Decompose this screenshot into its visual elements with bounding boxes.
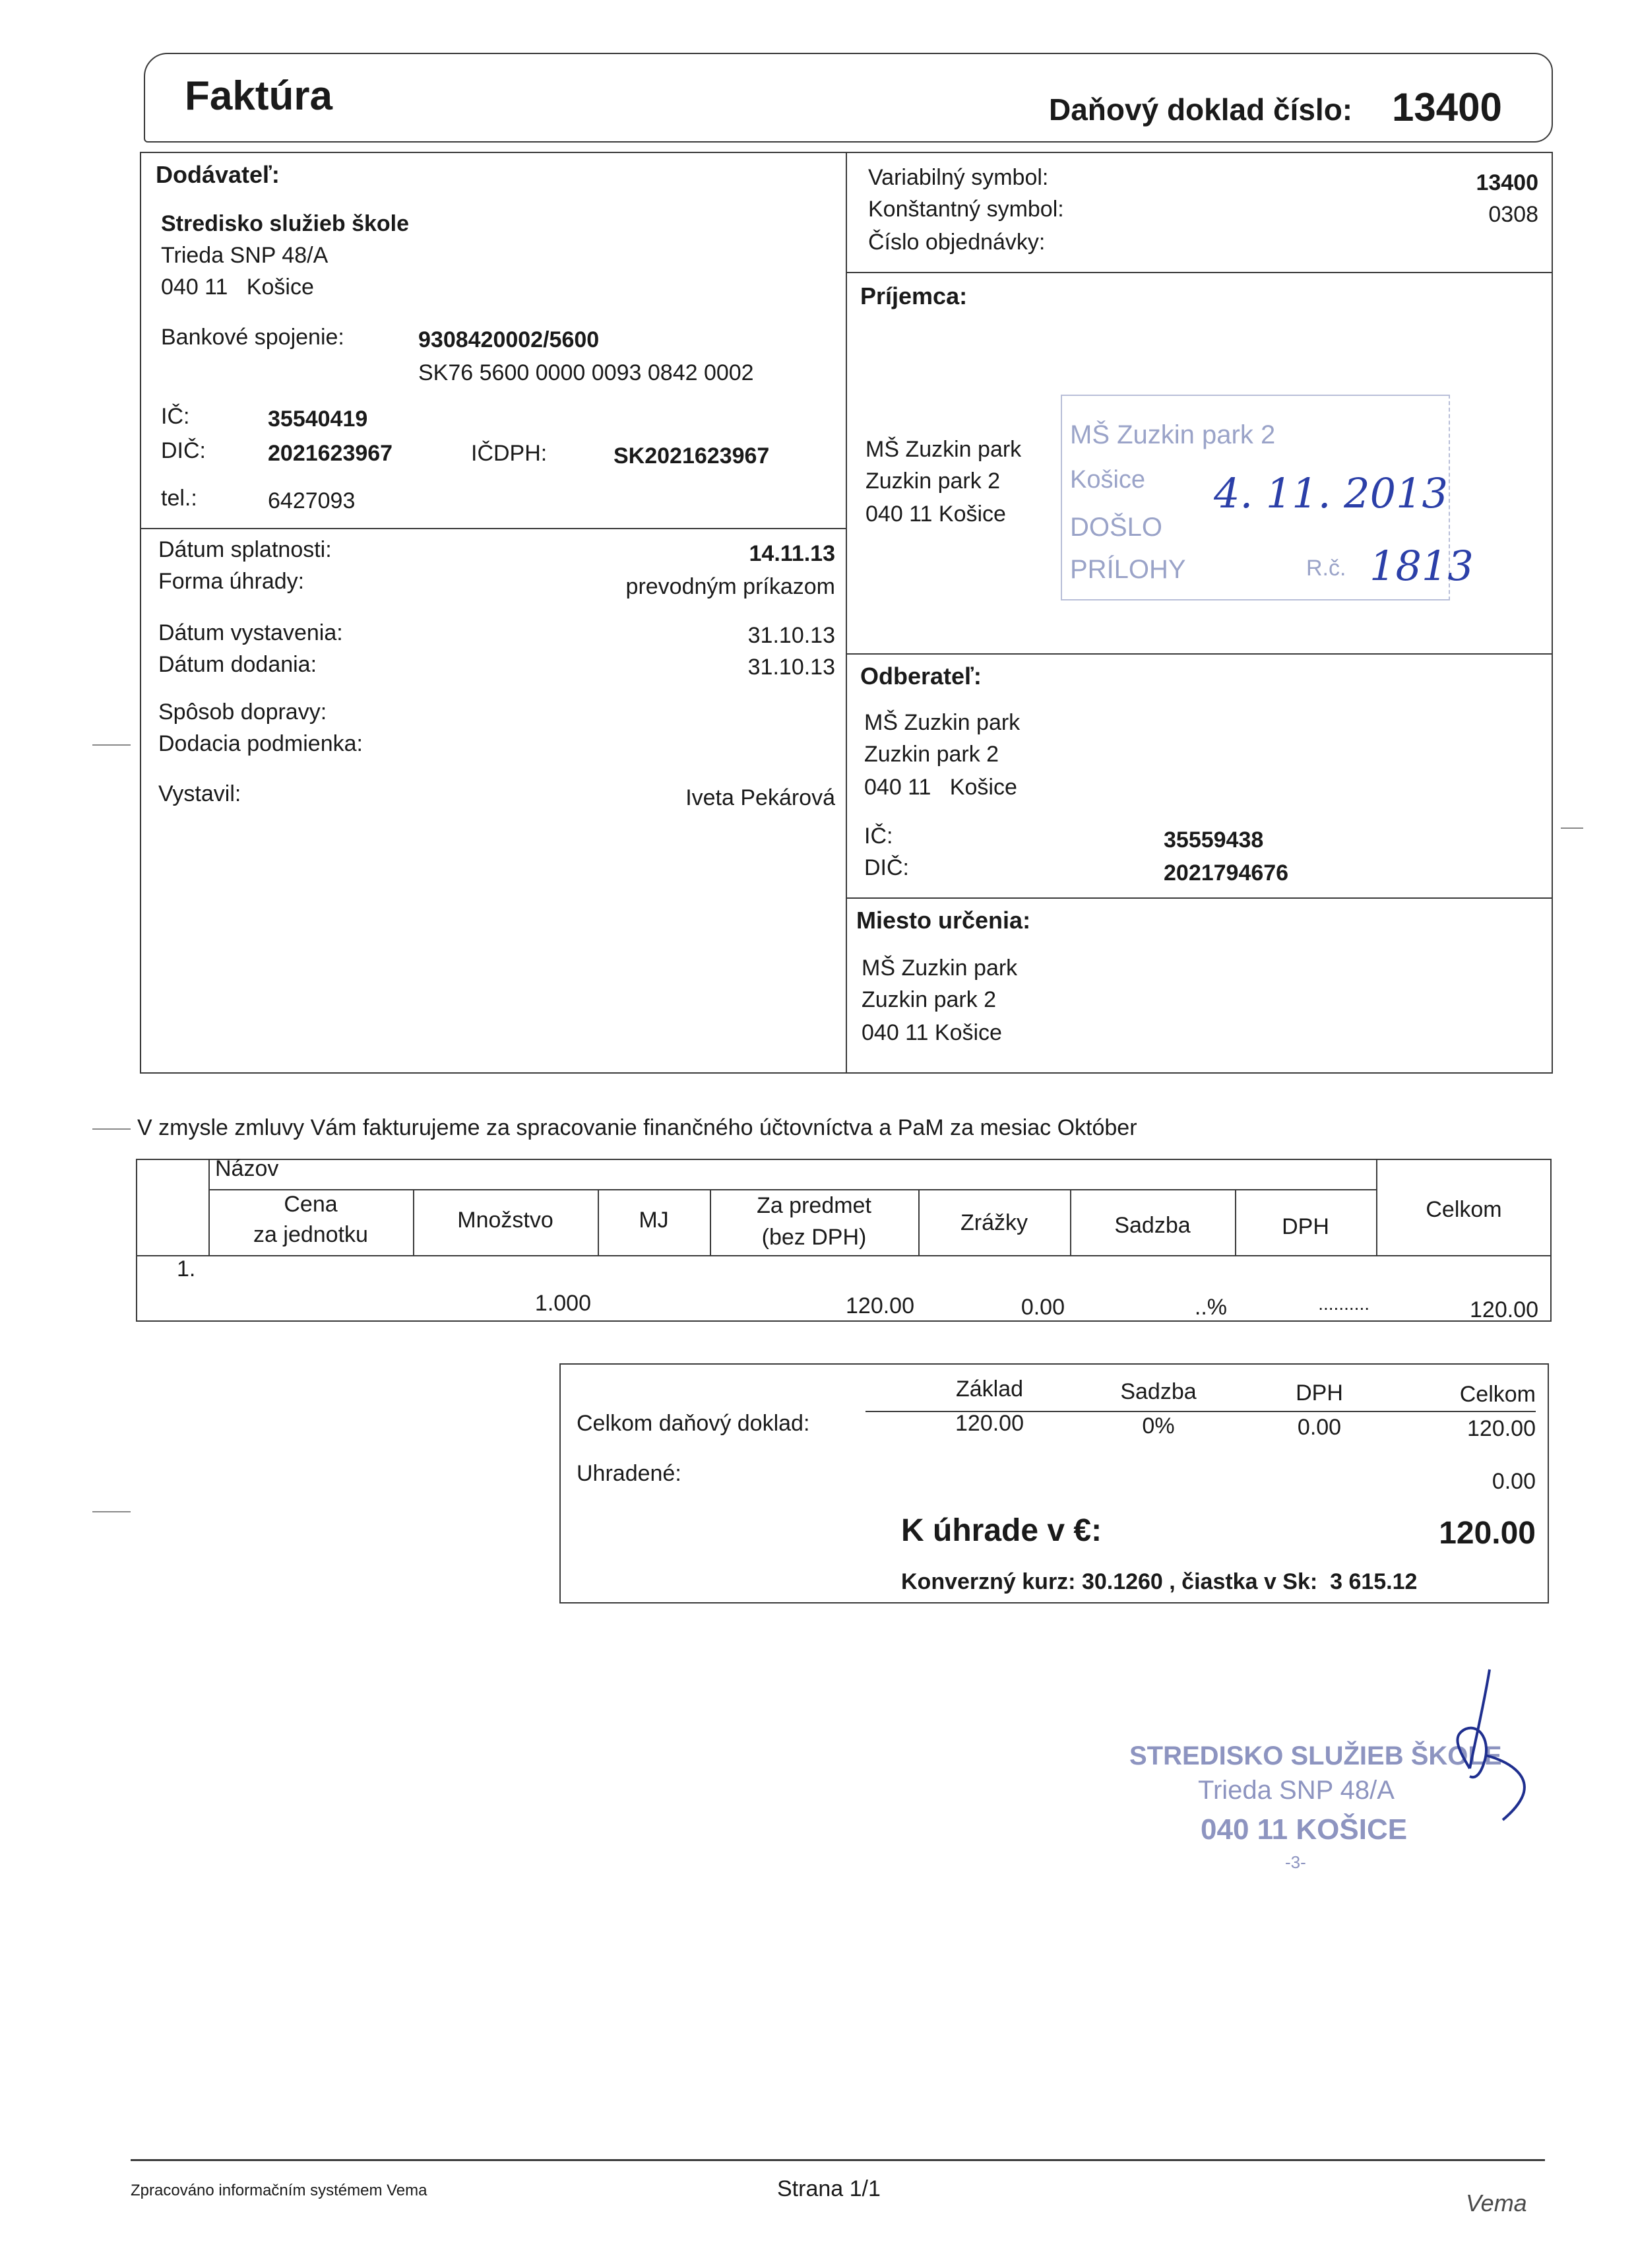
due-date-label: Dátum splatnosti:	[158, 537, 332, 562]
col-subject-line2: (bez DPH)	[761, 1225, 867, 1250]
row-total: 120.00	[1470, 1297, 1538, 1322]
items-table-rule	[208, 1189, 1376, 1190]
col-unit-price-line1: Cena	[284, 1192, 338, 1217]
supplier-tel-label: tel.:	[161, 486, 197, 511]
items-table-rule	[136, 1255, 1552, 1256]
recipient-heading: Príjemca:	[860, 282, 968, 309]
received-stamp-line3: DOŠLO	[1070, 513, 1163, 542]
issue-date-label: Dátum vystavenia:	[158, 620, 343, 645]
recipient-street: Zuzkin park 2	[865, 469, 1001, 494]
payment-form-value: prevodným príkazom	[625, 574, 835, 599]
signature-icon	[1412, 1663, 1544, 1821]
summary-total-label: Celkom daňový doklad:	[577, 1411, 810, 1436]
received-stamp-line2: Košice	[1070, 466, 1146, 494]
customer-street: Zuzkin park 2	[864, 742, 999, 767]
col-deductions: Zrážky	[960, 1210, 1028, 1235]
supplier-city: 040 11 Košice	[161, 275, 314, 300]
page-title: Faktúra	[185, 73, 332, 119]
row-vat: ..........	[1318, 1293, 1369, 1314]
summary-col-vat: DPH	[1296, 1380, 1343, 1406]
issuer-value: Iveta Pekárová	[685, 785, 835, 810]
row-quantity: 1.000	[534, 1291, 591, 1316]
due-date-value: 14.11.13	[749, 541, 835, 566]
order-number-label: Číslo objednávky:	[868, 230, 1046, 255]
amount-due: 120.00	[1439, 1516, 1536, 1551]
page-number: Strana 1/1	[777, 2176, 881, 2201]
summary-col-total: Celkom	[1459, 1382, 1536, 1407]
customer-dic-label: DIČ:	[864, 855, 909, 880]
customer-city: 040 11 Košice	[864, 775, 1017, 800]
var-symbol-value: 13400	[1476, 170, 1538, 195]
transport-label: Spôsob dopravy:	[158, 699, 327, 725]
registration-handwritten: 1813	[1369, 542, 1474, 590]
summary-total: 120.00	[1467, 1416, 1536, 1441]
summary-rate: 0%	[1142, 1413, 1175, 1439]
recipient-name: MŠ Zuzkin park	[865, 437, 1022, 462]
doc-number: 13400	[1392, 85, 1502, 129]
supplier-icdph: SK2021623967	[614, 443, 770, 469]
supplier-stamp-line3: 040 11 KOŠICE	[1201, 1813, 1408, 1846]
var-symbol-label: Variabilný symbol:	[868, 165, 1049, 190]
delivery-date-label: Dátum dodania:	[158, 652, 317, 677]
footer-left: Zpracováno informačním systémem Vema	[131, 2182, 427, 2199]
supplier-name: Stredisko služieb škole	[161, 211, 410, 236]
customer-dic: 2021794676	[1164, 860, 1289, 886]
recipient-city: 040 11 Košice	[865, 502, 1006, 527]
margin-tick	[92, 744, 131, 746]
summary-base: 120.00	[955, 1411, 1024, 1436]
customer-ico-label: IČ:	[864, 824, 893, 849]
col-quantity: Množstvo	[457, 1208, 553, 1233]
margin-tick	[92, 1511, 131, 1512]
conversion-rate: Konverzný kurz: 30.1260 , čiastka v Sk: 3 615.12	[901, 1569, 1418, 1594]
supplier-street: Trieda SNP 48/A	[161, 243, 329, 268]
recipient-top-line	[846, 272, 1553, 273]
payment-form-label: Forma úhrady:	[158, 569, 305, 594]
amount-due-label: K úhrade v €:	[901, 1513, 1102, 1548]
col-total: Celkom	[1426, 1197, 1502, 1222]
const-symbol-label: Konštantný symbol:	[868, 197, 1064, 222]
supplier-stamp-line2: Trieda SNP 48/A	[1198, 1776, 1395, 1805]
destination-city: 040 11 Košice	[862, 1020, 1002, 1045]
supplier-dic: 2021623967	[268, 441, 393, 466]
margin-tick	[92, 1128, 131, 1130]
issue-date-value: 31.10.13	[747, 623, 835, 648]
bank-account: 9308420002/5600	[418, 327, 600, 352]
supplier-stamp-line1: STREDISKO SLUŽIEB ŠKOLE	[1129, 1741, 1502, 1770]
supplier-ico-label: IČ:	[161, 404, 190, 429]
customer-top-line	[846, 653, 1553, 655]
supplier-tel: 6427093	[268, 488, 356, 513]
vema-logo: Vema	[1466, 2189, 1527, 2217]
const-symbol-value: 0308	[1488, 202, 1538, 227]
footer-line	[131, 2159, 1545, 2161]
bank-label: Bankové spojenie:	[161, 325, 344, 350]
doc-number-label: Daňový doklad číslo:	[1049, 92, 1353, 127]
customer-ico: 35559438	[1164, 827, 1264, 853]
supplier-dic-label: DIČ:	[161, 438, 206, 463]
received-stamp-line1: MŠ Zuzkin park 2	[1070, 420, 1276, 449]
supplier-heading: Dodávateľ:	[156, 161, 280, 188]
col-name: Názov	[215, 1156, 279, 1181]
destination-name: MŠ Zuzkin park	[862, 956, 1018, 981]
intro-text: V zmysle zmluvy Vám fakturujeme za spracovanie finančného účtovníctva a PaM za mesiac Október	[137, 1115, 1137, 1140]
delivery-terms-label: Dodacia podmienka:	[158, 731, 363, 756]
destination-street: Zuzkin park 2	[862, 987, 997, 1012]
col-rate: Sadzba	[1114, 1213, 1191, 1238]
destination-top-line	[846, 897, 1553, 899]
customer-name: MŠ Zuzkin park	[864, 710, 1021, 735]
col-subject-line1: Za predmet	[757, 1193, 871, 1218]
supplier-ico: 35540419	[268, 406, 368, 432]
row-deductions: 0.00	[1021, 1295, 1065, 1320]
received-stamp-reg-label: R.č.	[1306, 556, 1346, 581]
iban: SK76 5600 0000 0093 0842 0002	[418, 360, 754, 385]
received-stamp-line4: PRÍLOHY	[1070, 555, 1186, 584]
paid-value: 0.00	[1492, 1469, 1536, 1494]
summary-col-rate: Sadzba	[1120, 1379, 1197, 1404]
summary-vat: 0.00	[1297, 1415, 1342, 1440]
destination-heading: Miesto určenia:	[856, 907, 1031, 934]
summary-col-base: Základ	[955, 1377, 1024, 1402]
col-mj: MJ	[639, 1208, 669, 1233]
margin-tick	[1561, 827, 1583, 829]
row-subject: 120.00	[846, 1293, 914, 1318]
supplier-icdph-label: IČDPH:	[471, 441, 548, 466]
col-unit-price-line2: za jednotku	[253, 1222, 368, 1247]
customer-heading: Odberateľ:	[860, 663, 982, 690]
received-date-handwritten: 4. 11. 2013	[1214, 469, 1448, 517]
col-vat: DPH	[1282, 1214, 1329, 1239]
delivery-date-value: 31.10.13	[747, 655, 835, 680]
row-rate: ..%	[1194, 1295, 1227, 1320]
supplier-stamp-line4: -3-	[1285, 1852, 1306, 1872]
issuer-label: Vystavil:	[158, 781, 241, 806]
row-number: 1.	[177, 1256, 196, 1281]
paid-label: Uhradené:	[577, 1461, 681, 1486]
